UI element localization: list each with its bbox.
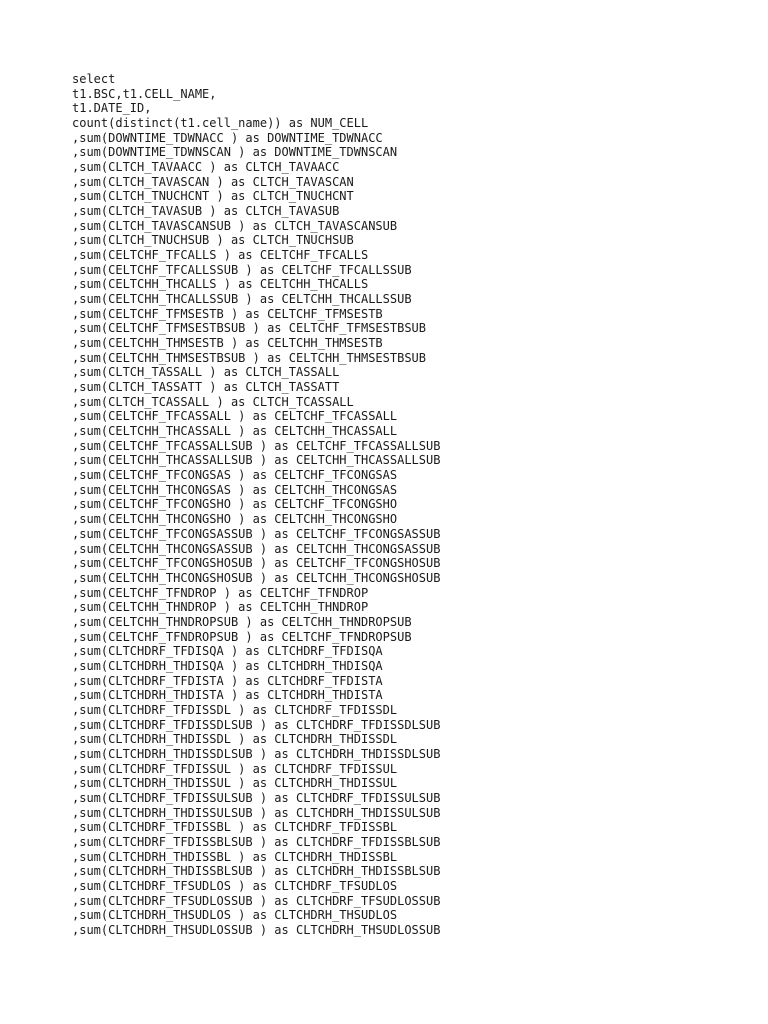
sql-line: select xyxy=(72,72,116,86)
sql-line: ,sum(CELTCHF_TFMSESTBSUB ) as CELTCHF_TFMSESTBSUB xyxy=(72,321,427,336)
sql-line: ,sum(CLTCHDRH_THSUDLOS ) as CLTCHDRH_THSUDLOS xyxy=(72,908,398,923)
sql-line: ,sum(CELTCHH_THCONGSHO ) as CELTCHH_THCONGSHO xyxy=(72,512,398,527)
sql-line: t1.BSC,t1.CELL_NAME, xyxy=(72,86,217,101)
sql-line: ,sum(CLTCH_TNUCHSUB ) as CLTCH_TNUCHSUB xyxy=(72,233,354,248)
sql-line: ,sum(CELTCHH_THNDROPSUB ) as CELTCHH_THNDROPSUB xyxy=(72,614,412,629)
sql-line: ,sum(CELTCHH_THCONGSHOSUB ) as CELTCHH_THCONGSHOSUB xyxy=(72,570,441,585)
sql-line: ,sum(CLTCH_TAVASCANSUB ) as CLTCH_TAVASCANSUB xyxy=(72,218,398,233)
sql-line: ,sum(CLTCHDRF_TFDISSDLSUB ) as CLTCHDRF_TFDISSDLSUB xyxy=(72,717,441,732)
sql-line: ,sum(CLTCH_TCASSALL ) as CLTCH_TCASSALL xyxy=(72,394,354,409)
sql-line: ,sum(CELTCHH_THCONGSASSUB ) as CELTCHH_THCONGSASSUB xyxy=(72,541,441,556)
sql-line: ,sum(CELTCHF_TFCONGSHO ) as CELTCHF_TFCONGSHO xyxy=(72,497,398,512)
sql-line: ,sum(CELTCHH_THCASSALL ) as CELTCHH_THCASSALL xyxy=(72,424,398,439)
sql-line: ,sum(CLTCHDRF_TFSUDLOSSUB ) as CLTCHDRF_TFSUDLOSSUB xyxy=(72,893,441,908)
sql-line: ,sum(CELTCHH_THMSESTB ) as CELTCHH_THMSESTB xyxy=(72,336,383,351)
sql-line: ,sum(CLTCHDRH_THDISSDLSUB ) as CLTCHDRH_THDISSDLSUB xyxy=(72,746,441,761)
sql-line: ,sum(CLTCHDRH_THSUDLOSSUB ) as CLTCHDRH_THSUDLOSSUB xyxy=(72,922,441,937)
sql-line: ,sum(CELTCHF_TFCASSALLSUB ) as CELTCHF_TFCASSALLSUB xyxy=(72,438,441,453)
sql-line: ,sum(CELTCHF_TFCALLS ) as CELTCHF_TFCALLS xyxy=(72,248,369,263)
sql-line: ,sum(CLTCHDRF_TFDISSUL ) as CLTCHDRF_TFDISSUL xyxy=(72,761,398,776)
sql-line: ,sum(CELTCHF_TFCALLSSUB ) as CELTCHF_TFCALLSSUB xyxy=(72,262,412,277)
sql-line: t1.DATE_ID, xyxy=(72,101,152,116)
sql-line: ,sum(CLTCHDRF_TFDISTA ) as CLTCHDRF_TFDISTA xyxy=(72,673,383,688)
sql-line: ,sum(CELTCHF_TFCONGSHOSUB ) as CELTCHF_TFCONGSHOSUB xyxy=(72,556,441,571)
sql-line: ,sum(CLTCH_TAVAACC ) as CLTCH_TAVAACC xyxy=(72,160,340,175)
sql-line: ,sum(CELTCHF_TFCONGSASSUB ) as CELTCHF_TFCONGSASSUB xyxy=(72,526,441,541)
sql-line: ,sum(CLTCHDRF_TFDISSULSUB ) as CLTCHDRF_TFDISSULSUB xyxy=(72,790,441,805)
sql-line: ,sum(CLTCHDRF_TFDISSDL ) as CLTCHDRF_TFDISSDL xyxy=(72,702,398,717)
sql-line: ,sum(CLTCHDRH_THDISSBL ) as CLTCHDRH_THDISSBL xyxy=(72,849,398,864)
sql-line: ,sum(CELTCHF_TFCASSALL ) as CELTCHF_TFCASSALL xyxy=(72,409,398,424)
sql-line: ,sum(CELTCHH_THCASSALLSUB ) as CELTCHH_THCASSALLSUB xyxy=(72,453,441,468)
sql-line: ,sum(CELTCHH_THCALLS ) as CELTCHH_THCALLS xyxy=(72,277,369,292)
sql-line: ,sum(CELTCHF_TFCONGSAS ) as CELTCHF_TFCONGSAS xyxy=(72,468,398,483)
sql-line: ,sum(CLTCHDRH_THDISTA ) as CLTCHDRH_THDISTA xyxy=(72,688,383,703)
sql-line: ,sum(CELTCHF_TFMSESTB ) as CELTCHF_TFMSESTB xyxy=(72,306,383,321)
sql-line: ,sum(CELTCHH_THCALLSSUB ) as CELTCHH_THCALLSSUB xyxy=(72,292,412,307)
sql-line: ,sum(CLTCHDRH_THDISQA ) as CLTCHDRH_THDISQA xyxy=(72,658,383,673)
sql-line: ,sum(CELTCHH_THCONGSAS ) as CELTCHH_THCONGSAS xyxy=(72,482,398,497)
sql-line: count(distinct(t1.cell_name)) as NUM_CELL xyxy=(72,116,369,131)
sql-query-text xyxy=(72,72,440,938)
sql-line: ,sum(CLTCH_TASSATT ) as CLTCH_TASSATT xyxy=(72,380,340,395)
sql-line: ,sum(CLTCH_TAVASUB ) as CLTCH_TAVASUB xyxy=(72,204,340,219)
sql-line: ,sum(CLTCHDRF_TFDISSBLSUB ) as CLTCHDRF_TFDISSBLSUB xyxy=(72,834,441,849)
sql-line: ,sum(CLTCHDRF_TFSUDLOS ) as CLTCHDRF_TFSUDLOS xyxy=(72,878,398,893)
sql-line: ,sum(CLTCH_TASSALL ) as CLTCH_TASSALL xyxy=(72,365,340,380)
sql-line: ,sum(CELTCHF_TFNDROPSUB ) as CELTCHF_TFNDROPSUB xyxy=(72,629,412,644)
sql-line: ,sum(CLTCHDRF_TFDISQA ) as CLTCHDRF_TFDISQA xyxy=(72,644,383,659)
sql-line: ,sum(CLTCHDRH_THDISSDL ) as CLTCHDRH_THDISSDL xyxy=(72,732,398,747)
sql-line: ,sum(CLTCHDRH_THDISSBLSUB ) as CLTCHDRH_THDISSBLSUB xyxy=(72,864,441,879)
sql-line: ,sum(DOWNTIME_TDWNACC ) as DOWNTIME_TDWNACC xyxy=(72,130,383,145)
sql-line: ,sum(CLTCH_TAVASCAN ) as CLTCH_TAVASCAN xyxy=(72,174,354,189)
sql-line: ,sum(CLTCHDRH_THDISSUL ) as CLTCHDRH_THDISSUL xyxy=(72,776,398,791)
sql-line: ,sum(CELTCHH_THNDROP ) as CELTCHH_THNDROP xyxy=(72,600,369,615)
sql-line: ,sum(CLTCHDRF_TFDISSBL ) as CLTCHDRF_TFDISSBL xyxy=(72,820,398,835)
sql-line: ,sum(CLTCHDRH_THDISSULSUB ) as CLTCHDRH_THDISSULSUB xyxy=(72,805,441,820)
sql-line: ,sum(CELTCHF_TFNDROP ) as CELTCHF_TFNDROP xyxy=(72,585,369,600)
sql-line: ,sum(CELTCHH_THMSESTBSUB ) as CELTCHH_THMSESTBSUB xyxy=(72,350,427,365)
sql-line: ,sum(DOWNTIME_TDWNSCAN ) as DOWNTIME_TDWNSCAN xyxy=(72,145,398,160)
sql-line: ,sum(CLTCH_TNUCHCNT ) as CLTCH_TNUCHCNT xyxy=(72,189,354,204)
